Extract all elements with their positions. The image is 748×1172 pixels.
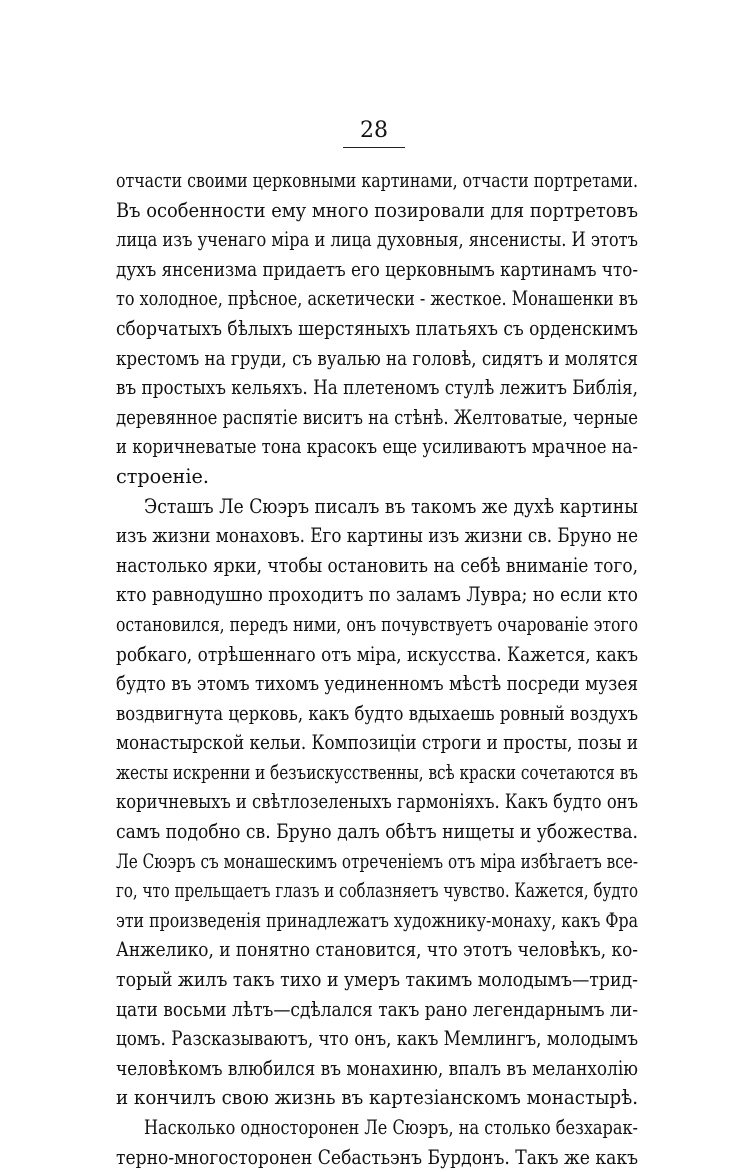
text-line: робкаго, отрѣшеннаго отъ міра, искусства. Кажется, какъ xyxy=(116,642,638,666)
text-line: жесты искренни и безъискусственны, всѣ краски сочетаются въ xyxy=(116,760,638,784)
text-line: го, что прельщаетъ глазъ и соблазняетъ чувство. Кажется, будто xyxy=(116,879,638,903)
text-line: терно-многосторонен Себастьэнъ Бурдонъ. Такъ же какъ xyxy=(116,1145,638,1169)
text-line: сборчатыхъ бѣлыхъ шерстяныхъ платьяхъ съ орденскимъ xyxy=(116,316,638,340)
text-line: Насколько односторонен Ле Сюэръ, на столько безхарак- xyxy=(144,1116,638,1139)
body-text xyxy=(116,166,638,1172)
text-line: Анжелико, и понятно становится, что этотъ человѣкъ, ко- xyxy=(116,938,638,962)
text-line: настолько ярки, чтобы остановить на себѣ вниманіе того, xyxy=(116,553,638,577)
text-line: монастырской кельи. Композиціи строги и просты, позы и xyxy=(116,731,638,755)
text-line: будто въ этомъ тихомъ уединенномъ мѣстѣ посреди музея xyxy=(116,672,638,696)
text-line: и коричневатые тона красокъ еще усиливаютъ мрачное на- xyxy=(116,435,638,459)
text-line: торый жилъ такъ тихо и умеръ такимъ молодымъ—трид- xyxy=(116,968,638,992)
text-line: самъ подобно св. Бруно далъ обѣтъ нищеты и убожества. xyxy=(116,820,638,844)
text-line: отчасти своими церковными картинами, отчасти портретами. xyxy=(116,169,638,192)
text-line: строеніе. xyxy=(116,464,209,488)
text-line: Ле Сюэръ съ монашескимъ отреченіемъ отъ міра избѣгаетъ все- xyxy=(116,849,638,873)
text-line: человѣкомъ влюбился въ монахиню, впалъ въ меланхолію xyxy=(116,1056,638,1080)
text-line: эти произведенія принадлежатъ художнику-монаху, какъ Фра xyxy=(116,908,638,932)
text-line: крестомъ на груди, съ вуалью на головѣ, сидятъ и молятся xyxy=(116,346,638,370)
text-line: то холодное, прѣсное, аскетически - жесткое. Монашенки въ xyxy=(116,287,638,311)
text-line: цати восьми лѣтъ—сдѣлался такъ рано легендарнымъ ли- xyxy=(116,997,638,1021)
text-line: изъ жизни монаховъ. Его картины изъ жизни св. Бруно не xyxy=(116,524,638,548)
text-line: духъ янсенизма придаетъ его церковнымъ картинамъ что- xyxy=(116,257,638,281)
text-line: въ простыхъ кельяхъ. На плетеномъ стулѣ лежитъ Библія, xyxy=(116,376,638,400)
text-line: деревянное распятіе виситъ на стѣнѣ. Желтоватые, черные xyxy=(116,405,638,429)
text-line: Эсташъ Ле Сюэръ писалъ въ такомъ же духѣ картины xyxy=(144,494,638,518)
text-line: кто равнодушно проходитъ по заламъ Лувра; но если кто xyxy=(116,583,638,607)
text-line: и кончилъ свою жизнь въ картезіанскомъ монастырѣ. xyxy=(116,1086,638,1110)
page-number: 28 xyxy=(360,118,388,143)
text-line: Въ особенности ему много позировали для портретовъ xyxy=(116,198,638,222)
text-line: остановился, передъ ними, онъ почувствуетъ очарованіе этого xyxy=(116,612,638,636)
text-line: воздвигнута церковь, какъ будто вдыхаешь ровный воздухъ xyxy=(116,701,638,725)
text-line: коричневыхъ и свѣтлозеленыхъ гармоніяхъ. Какъ будто онъ xyxy=(116,790,638,814)
page-number-rule xyxy=(343,147,405,148)
text-line: цомъ. Разсказываютъ, что онъ, какъ Мемлингъ, молодымъ xyxy=(116,1027,638,1051)
text-line: лица изъ ученаго міра и лица духовныя, янсенисты. И этотъ xyxy=(116,228,638,252)
